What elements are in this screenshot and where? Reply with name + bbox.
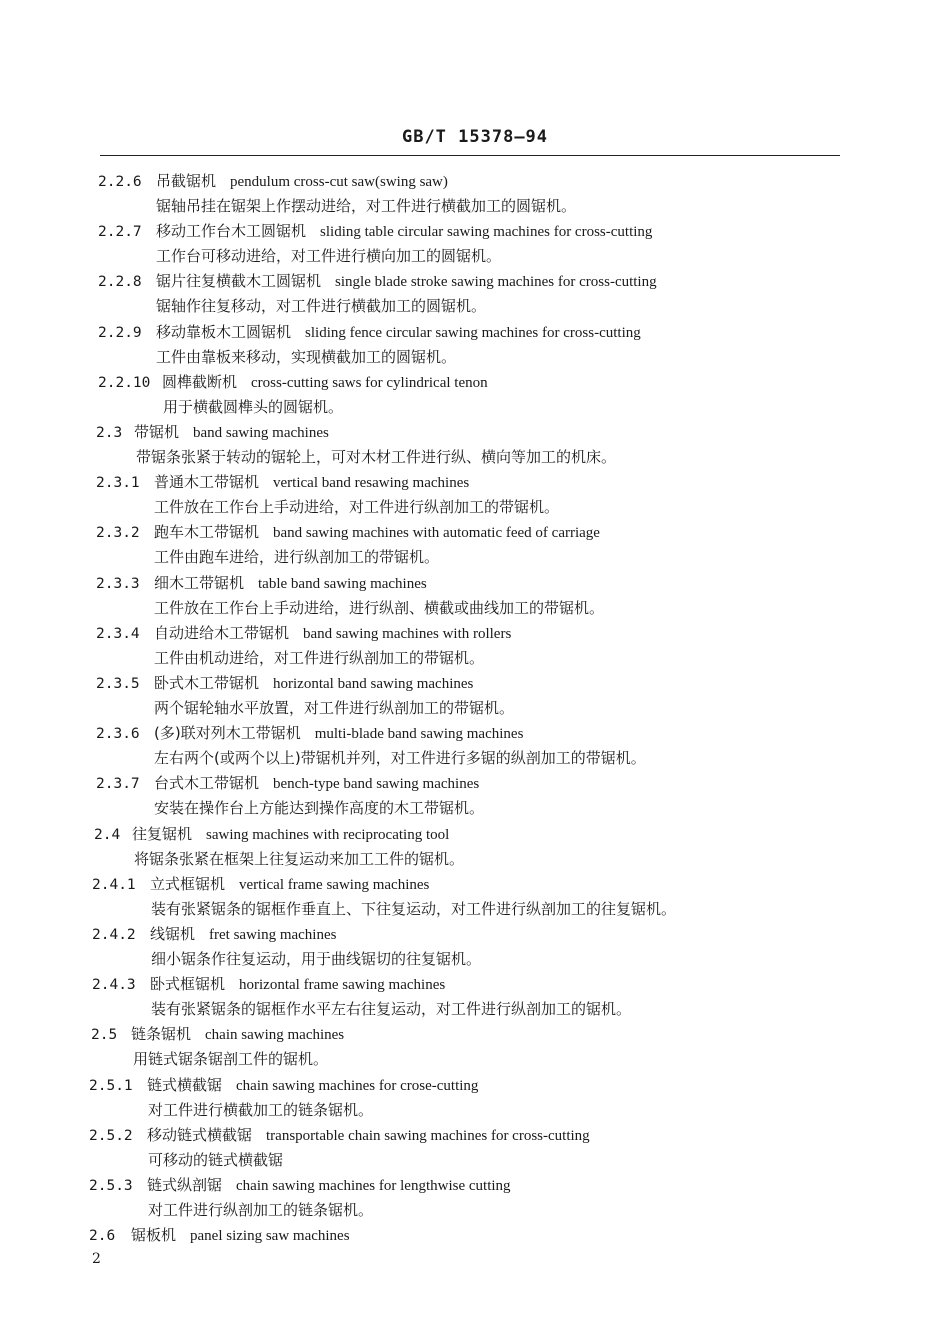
term-number: 2.3.6	[96, 726, 140, 743]
term-number: 2.2.10	[98, 374, 151, 391]
term-heading	[98, 322, 641, 347]
term-english: sliding fence circular sawing machines for cross-cutting	[305, 324, 641, 341]
term-english: panel sizing saw machines	[190, 1228, 350, 1245]
term-definition: 工件放在工作台上手动进给，对工件进行纵剖加工的带锯机。	[154, 498, 560, 517]
term-english: sliding table circular sawing machines for cross-cutting	[320, 224, 653, 241]
term-english: bench-type band sawing machines	[273, 776, 480, 793]
term-number: 2.3.1	[96, 475, 140, 492]
term-number: 2.5.1	[89, 1077, 133, 1094]
term-entry	[96, 422, 616, 467]
term-chinese: 跑车木工带锯机	[154, 523, 260, 542]
term-heading	[98, 271, 657, 296]
term-definition: 带锯条张紧于转动的锯轮上，可对木材工件进行纵、横向等加工的机床。	[136, 448, 617, 466]
term-number: 2.3.2	[96, 525, 140, 542]
term-chinese: 圆榫截断机	[162, 372, 238, 391]
term-english: pendulum cross-cut saw(swing saw)	[230, 174, 448, 190]
term-definition: 工件由靠板来移动，实现横截加工的圆锯机。	[156, 347, 457, 366]
term-definition: 装有张紧锯条的锯框作水平左右往复运动，对工件进行纵剖加工的锯机。	[151, 1000, 632, 1019]
term-english: band sawing machines	[193, 425, 329, 441]
term-entry	[98, 171, 576, 216]
term-number: 2.2.8	[98, 274, 142, 291]
term-definition: 左右两个(或两个以上)带锯机并列，对工件进行多锯的纵剖加工的带锯机。	[154, 749, 646, 768]
term-heading	[89, 1175, 511, 1200]
term-definition: 细小锯条作往复运动，用于曲线锯切的往复锯机。	[151, 950, 482, 968]
term-entry	[91, 1024, 344, 1069]
term-definition: 工作台可移动进给，对工件进行横向加工的圆锯机。	[156, 247, 502, 266]
term-chinese: 往复锯机	[132, 824, 193, 843]
term-heading	[91, 1024, 344, 1049]
term-entry	[98, 322, 641, 367]
term-chinese: 细木工带锯机	[154, 573, 245, 592]
term-number: 2.2.7	[98, 224, 142, 241]
page-number: 2	[92, 1251, 101, 1267]
term-number: 2.5	[91, 1027, 118, 1044]
term-heading	[92, 924, 481, 949]
term-heading	[89, 1075, 478, 1100]
term-heading	[89, 1225, 350, 1250]
term-definition: 对工件进行纵剖加工的链条锯机。	[148, 1201, 374, 1219]
term-chinese: 自动进给木工带锯机	[154, 623, 290, 642]
header-rule	[100, 155, 840, 156]
term-number: 2.3.5	[96, 676, 140, 692]
term-chinese: 台式木工带锯机	[154, 774, 260, 793]
term-entry	[96, 573, 604, 618]
term-chinese: 链条锯机	[131, 1025, 192, 1044]
term-entry	[96, 522, 600, 567]
term-number: 2.3.3	[96, 575, 140, 592]
term-entry	[89, 1075, 478, 1120]
term-definition: 锯轴吊挂在锯架上作摆动进给，对工件进行横截加工的圆锯机。	[156, 197, 577, 215]
term-heading	[94, 824, 464, 849]
term-definition: 两个锯轮轴水平放置，对工件进行纵剖加工的带锯机。	[154, 699, 515, 717]
term-definition: 用于横截圆榫头的圆锯机。	[163, 397, 344, 416]
term-heading	[96, 422, 616, 447]
term-heading	[92, 874, 676, 899]
term-heading	[98, 221, 652, 246]
term-heading	[98, 171, 576, 196]
term-chinese: 带锯机	[134, 423, 180, 441]
term-heading	[96, 573, 604, 598]
term-english: cross-cutting saws for cylindrical tenon	[251, 374, 488, 391]
term-heading	[98, 372, 488, 397]
term-number: 2.4.2	[92, 927, 136, 943]
term-entry	[96, 673, 514, 718]
term-chinese: 锯片往复横截木工圆锯机	[156, 272, 322, 291]
term-english: sawing machines with reciprocating tool	[206, 826, 450, 843]
standard-header: GB/T 15378—94	[401, 127, 549, 147]
term-definition: 锯轴作往复移动，对工件进行横截加工的圆锯机。	[156, 297, 487, 316]
term-english: fret sawing machines	[209, 927, 337, 943]
term-chinese: 移动工作台木工圆锯机	[156, 222, 307, 241]
term-english: single blade stroke sawing machines for cross-cutting	[335, 274, 657, 291]
term-entry	[94, 824, 464, 869]
term-entry	[98, 271, 657, 316]
term-definition: 工件放在工作台上手动进给，进行纵剖、横截或曲线加工的带锯机。	[154, 598, 605, 617]
term-number: 2.4.1	[92, 876, 136, 893]
term-number: 2.2.9	[98, 324, 142, 341]
term-english: multi-blade band sawing machines	[314, 726, 524, 743]
term-english: band sawing machines with rollers	[303, 625, 512, 642]
term-entry	[96, 472, 559, 517]
term-number: 2.3.4	[96, 625, 140, 642]
term-definition: 装有张紧锯条的锯框作垂直上、下往复运动，对工件进行纵剖加工的往复锯机。	[151, 899, 677, 918]
term-definition: 用链式锯条锯剖工件的锯机。	[133, 1050, 329, 1069]
term-heading	[96, 623, 511, 648]
term-number: 2.3	[96, 425, 123, 441]
term-english: horizontal frame sawing machines	[239, 977, 446, 994]
term-heading	[96, 723, 646, 748]
term-definition: 工件由跑车进给，进行纵剖加工的带锯机。	[154, 548, 440, 567]
term-entry	[89, 1175, 511, 1220]
term-number: 2.5.2	[89, 1127, 133, 1144]
term-entry	[96, 623, 511, 668]
term-english: transportable chain sawing machines for cross-cutting	[266, 1127, 590, 1144]
term-chinese: 吊截锯机	[156, 172, 217, 190]
term-chinese: 普通木工带锯机	[154, 473, 260, 492]
term-heading	[89, 1125, 590, 1150]
term-entry	[89, 1125, 590, 1170]
term-heading	[92, 974, 631, 999]
term-chinese: 卧式框锯机	[150, 975, 226, 994]
term-definition: 可移动的链式横截锯	[148, 1150, 284, 1169]
term-chinese: 移动链式横截锯	[147, 1125, 253, 1144]
term-english: chain sawing machines for crose-cutting	[236, 1077, 479, 1094]
term-entry	[96, 773, 484, 818]
term-entry	[92, 974, 631, 1019]
term-heading	[96, 522, 600, 547]
term-chinese: 链式纵剖锯	[147, 1176, 223, 1194]
term-entry	[92, 924, 481, 969]
term-english: vertical band resawing machines	[273, 475, 470, 492]
term-english: horizontal band sawing machines	[273, 676, 474, 692]
term-number: 2.4	[94, 826, 121, 843]
term-chinese: 移动靠板木工圆锯机	[156, 322, 292, 341]
term-definition: 将锯条张紧在框架上往复运动来加工工件的锯机。	[134, 849, 465, 868]
term-heading	[96, 673, 514, 698]
term-chinese: 卧式木工带锯机	[154, 674, 260, 692]
term-english: chain sawing machines	[205, 1027, 345, 1044]
term-chinese: 线锯机	[150, 925, 196, 943]
term-heading	[96, 773, 484, 798]
term-english: table band sawing machines	[258, 575, 427, 592]
term-number: 2.4.3	[92, 977, 136, 994]
term-chinese: 链式横截锯	[147, 1075, 223, 1094]
term-chinese: 锯板机	[131, 1226, 177, 1245]
term-definition: 工件由机动进给，对工件进行纵剖加工的带锯机。	[154, 648, 485, 667]
term-entry	[98, 221, 652, 266]
term-entry	[98, 372, 488, 417]
term-number: 2.2.6	[98, 174, 142, 190]
term-definition: 安装在操作台上方能达到操作高度的木工带锯机。	[154, 799, 485, 818]
term-entry	[96, 723, 646, 768]
term-entry	[92, 874, 676, 919]
term-chinese: (多)联对列木工带锯机	[154, 724, 301, 743]
term-english: chain sawing machines for lengthwise cutting	[236, 1178, 511, 1194]
term-number: 2.3.7	[96, 776, 140, 793]
term-english: vertical frame sawing machines	[239, 876, 430, 893]
term-definition: 对工件进行横截加工的链条锯机。	[148, 1100, 374, 1119]
term-english: band sawing machines with automatic feed of carriage	[273, 525, 600, 542]
term-chinese: 立式框锯机	[150, 874, 226, 893]
term-number: 2.6	[89, 1228, 116, 1245]
term-heading	[96, 472, 559, 497]
term-number: 2.5.3	[89, 1178, 133, 1194]
term-entry	[89, 1225, 350, 1250]
